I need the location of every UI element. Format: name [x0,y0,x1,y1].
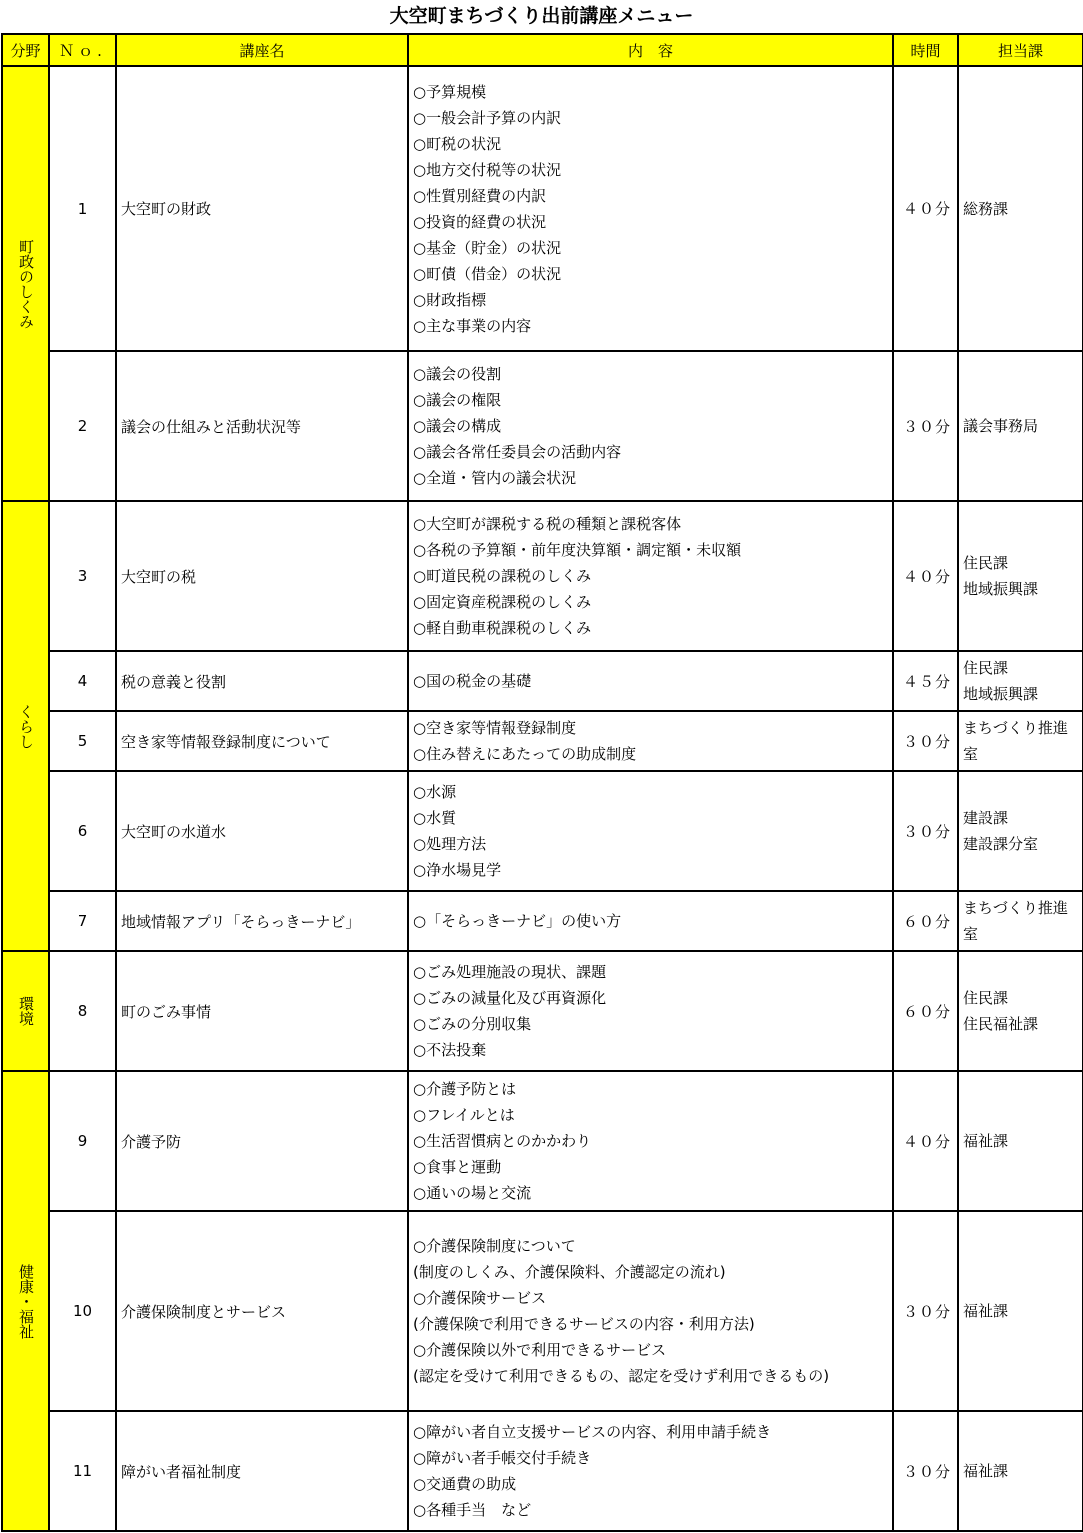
content-line: ○生活習慣病とのかかわり [413,1132,592,1150]
department-line: 総務課 [963,199,1009,218]
header-category: 分野 [2,34,49,66]
content-line: ○介護予防とは [413,1080,517,1098]
content-line: ○各種手当 など [413,1501,532,1519]
course-title: 介護保険制度とサービス [116,1211,408,1411]
content-line: ○軽自動車税課税のしくみ [413,619,592,637]
course-title: 大空町の税 [116,501,408,651]
category-cell [2,66,49,501]
course-time: ４０分 [893,66,958,351]
course-title: 介護予防 [116,1071,408,1211]
course-number: 7 [49,891,116,951]
content-line: ○交通費の助成 [413,1475,517,1493]
department [958,1071,1083,1211]
content-line: ○固定資産税課税のしくみ [413,593,592,611]
course-title: 空き家等情報登録制度について [116,711,408,771]
content-line: ○大空町が課税する税の種類と課税客体 [413,515,682,533]
content-line: ○ごみの分別収集 [413,1015,532,1033]
content-line: ○浄水場見学 [413,861,502,879]
table-row [2,1211,1083,1411]
table-row [2,501,1083,651]
course-title: 大空町の財政 [116,66,408,351]
course-title: 障がい者福祉制度 [116,1411,408,1531]
department-line: 建設課 [963,809,1009,827]
content-line: ○一般会計予算の内訳 [413,108,562,127]
department [958,711,1083,771]
course-time: ３０分 [893,771,958,891]
content-line: (認定を受けて利用できるもの、認定を受けず利用できるもの) [413,1367,830,1385]
course-content [408,501,893,651]
content-line: ○介護保険サービス [413,1289,547,1307]
category-label: 町政のしくみ [17,238,35,329]
category-cell [2,501,49,951]
course-title: 町のごみ事情 [116,951,408,1071]
content-line: ○処理方法 [413,835,487,853]
header-dept: 担当課 [958,34,1083,66]
content-line: ○住み替えにあたっての助成制度 [413,745,637,763]
department-line: 室 [963,925,979,943]
department [958,66,1083,351]
category-cell [2,951,49,1071]
department-line: 住民課 [963,989,1009,1007]
category-label: 健康・福祉 [17,1263,35,1339]
category-label: 環境 [17,996,35,1026]
content-line: ○介護保険制度について [413,1237,576,1255]
department-line: 福祉課 [963,1302,1009,1320]
department-line: 室 [963,745,979,763]
header-row [2,34,1083,66]
content-line: ○財政指標 [413,290,487,309]
department [958,1211,1083,1411]
department-line: まちづくり推進 [963,899,1068,917]
course-number: 1 [49,66,116,351]
course-number: 4 [49,651,116,711]
content-line: ○基金（貯金）の状況 [413,238,562,257]
content-line: ○議会の権限 [413,391,502,409]
table-row [2,1411,1083,1531]
content-line: ○空き家等情報登録制度 [413,719,577,737]
content-line: ○全道・管内の議会状況 [413,469,577,487]
course-number: 3 [49,501,116,651]
content-line: ○議会の構成 [413,417,502,435]
department-line: 地域振興課 [963,580,1039,598]
table-row [2,66,1083,351]
content-line: ○性質別経費の内訳 [413,186,547,205]
table-row [2,891,1083,951]
table-row [2,351,1083,501]
header-course: 講座名 [116,34,408,66]
course-title: 議会の仕組みと活動状況等 [116,351,408,501]
course-time: ４５分 [893,651,958,711]
course-number: 11 [49,1411,116,1531]
department-line: 住民福祉課 [963,1015,1039,1033]
course-content [408,771,893,891]
content-line: ○投資的経費の状況 [413,212,547,231]
course-time: ３０分 [893,351,958,501]
course-number: 2 [49,351,116,501]
content-line: ○ごみ処理施設の現状、課題 [413,963,607,981]
content-line: ○町債（借金）の状況 [413,264,562,283]
course-time: ６０分 [893,951,958,1071]
department-line: 住民課 [963,659,1009,677]
course-content [408,891,893,951]
course-time: ３０分 [893,711,958,771]
header-no: Ｎｏ. [49,34,116,66]
table-row [2,1071,1083,1211]
content-line: ○障がい者自立支援サービスの内容、利用申請手続き [413,1423,772,1441]
content-line: ○主な事業の内容 [413,316,532,335]
content-line: ○地方交付税等の状況 [413,160,562,179]
content-line: ○水源 [413,783,457,801]
content-line: ○「そらっきーナビ」の使い方 [413,912,622,930]
department-line: 建設課分室 [963,835,1039,853]
content-line: ○障がい者手帳交付手続き [413,1449,592,1467]
course-number: 6 [49,771,116,891]
department-line: 住民課 [963,554,1009,572]
course-time: ４０分 [893,1071,958,1211]
category-label: くらし [17,703,35,749]
department-line: 福祉課 [963,1132,1009,1150]
content-line: ○水質 [413,809,457,827]
content-line: ○各税の予算額・前年度決算額・調定額・未収額 [413,541,742,559]
course-content [408,351,893,501]
course-content [408,1411,893,1531]
table-row [2,651,1083,711]
department [958,1411,1083,1531]
course-content [408,1211,893,1411]
department-line: 議会事務局 [963,417,1039,435]
content-line: ○国の税金の基礎 [413,672,532,690]
content-line: ○議会各常任委員会の活動内容 [413,443,622,461]
course-title: 大空町の水道水 [116,771,408,891]
course-time: ６０分 [893,891,958,951]
course-content [408,951,893,1071]
department [958,651,1083,711]
department-line: 地域振興課 [963,685,1039,703]
course-content [408,1071,893,1211]
header-content: 内 容 [408,34,893,66]
content-line: ○不法投棄 [413,1041,487,1059]
department [958,501,1083,651]
department-line: まちづくり推進 [963,719,1068,737]
category-cell [2,1071,49,1531]
course-number: 10 [49,1211,116,1411]
content-line: ○予算規模 [413,82,487,101]
course-time: ４０分 [893,501,958,651]
header-time: 時間 [893,34,958,66]
course-number: 5 [49,711,116,771]
course-time: ３０分 [893,1411,958,1531]
content-line: ○ごみの減量化及び再資源化 [413,989,607,1007]
content-line: ○町道民税の課税のしくみ [413,567,592,585]
department [958,951,1083,1071]
content-line: ○議会の役割 [413,365,502,383]
department [958,351,1083,501]
course-menu-table [1,33,1083,1532]
department-line: 福祉課 [963,1462,1009,1480]
content-line: (制度のしくみ、介護保険料、介護認定の流れ) [413,1263,726,1281]
table-row [2,711,1083,771]
content-line: ○介護保険以外で利用できるサービス [413,1341,667,1359]
content-line: ○食事と運動 [413,1158,502,1176]
table-row [2,951,1083,1071]
course-title: 地域情報アプリ「そらっきーナビ」 [116,891,408,951]
course-time: ３０分 [893,1211,958,1411]
content-line: ○通いの場と交流 [413,1184,532,1202]
course-content [408,66,893,351]
course-content [408,711,893,771]
page-title: 大空町まちづくり出前講座メニュー [389,5,694,27]
department [958,771,1083,891]
content-line: ○町税の状況 [413,134,502,153]
course-number: 9 [49,1071,116,1211]
content-line: (介護保険で利用できるサービスの内容・利用方法) [413,1315,755,1333]
table-row [2,771,1083,891]
course-number: 8 [49,951,116,1071]
content-line: ○フレイルとは [413,1106,515,1124]
course-content [408,651,893,711]
course-title: 税の意義と役割 [116,651,408,711]
department [958,891,1083,951]
